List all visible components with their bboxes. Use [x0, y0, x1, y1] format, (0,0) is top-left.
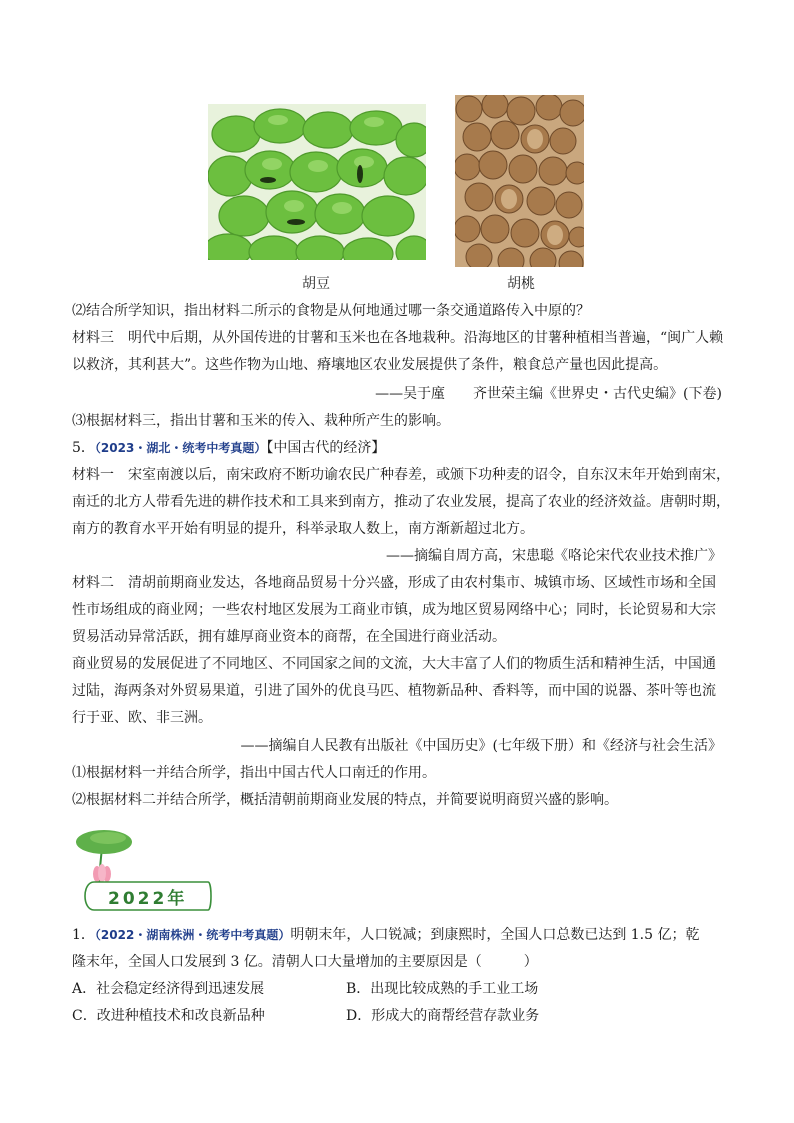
q5-material-1-source: ——摘编自周方高，宋患聪《咯论宋代农业技术推广》: [386, 548, 722, 564]
year-badge-label: 2022年: [108, 889, 188, 909]
q5-source-tag: （2023・湖北・统考中考真题）: [94, 441, 267, 455]
broad-bean-photo: [208, 104, 426, 260]
option-a: A．社会稳定经济得到迅速发展: [72, 981, 265, 997]
q5-material-1-line: 材料一 宋室南渡以后，南宋政府不断功谕农民广种春差，或颁下功种麦的诏令，自东汉末年开始到南宋，: [72, 467, 730, 483]
walnut-photo: [455, 95, 584, 267]
broad-bean-illustration: [208, 104, 426, 260]
q5-material-2-line: 过陆，海两条对外贸易果道，引进了国外的优良马匹、植物新品种、香料等，而中国的说器、茶叶等也流: [72, 683, 716, 699]
q4-material-3-source: ——吴于廑 齐世荣主编《世界史・古代史编》(下卷): [375, 386, 722, 402]
walnut-caption: 胡桃: [507, 276, 535, 292]
q4-subquestion-3: ⑶根据材料三，指出甘薯和玉米的传入、栽种所产生的影响。: [72, 413, 450, 429]
q4-material-3-line: 材料三 明代中后期，从外国传进的甘薯和玉米也在各地栽种。沿海地区的甘薯种植相当普遍，“闽广人赖: [72, 330, 724, 346]
bean-caption: 胡豆: [302, 276, 330, 292]
q5-number: 5．: [72, 440, 95, 456]
q5-heading: [72, 435, 385, 462]
q5-material-2-source: ——摘编自人民教有出版社《中国历史》(七年级下册）和《经济与社会生活》: [240, 738, 722, 754]
q4-material-3-line: 以救济，其利甚大”。这些作物为山地、瘠壤地区农业发展提供了条件，粮食总产量也因此提高。: [72, 357, 668, 373]
q5-subquestion-2: ⑵根据材料二并结合所学，概括清朝前期商业发展的特点，并简要说明商贸兴盛的影响。: [72, 792, 618, 808]
option-b: B．出现比较成熟的手工业工场: [346, 981, 539, 997]
q2022-1-line: [72, 922, 700, 949]
q5-material-2-line: 商业贸易的发展促进了不同地区、不同国家之间的文流，大大丰富了人们的物质生活和精神生活，中国通: [72, 656, 716, 672]
q2022-1-source-tag: （2022・湖南株洲・统考中考真题）: [94, 928, 291, 942]
q5-material-1-line: 南迁的北方人带看先进的耕作技术和工具来到南方，推动了农业发展，提高了农业的经济效益。唐朝时期，: [72, 494, 730, 510]
q5-material-2-line: 贸易活动异常活跃，拥有雄厚商业资本的商帮，在全国进行商业活动。: [72, 629, 506, 645]
q5-material-2-line: 性市场组成的商业网；一些农村地区发展为工商业市镇，成为地区贸易网络中心；同时，长论贸易和大宗: [72, 602, 716, 618]
q5-material-2-line: 材料二 清胡前期商业发达，各地商品贸易十分兴盛，形成了由农村集市、城镇市场、区域性市场和全国: [72, 575, 716, 591]
q2022-1-stem: 明朝末年，人口锐减；到康熙时，全国人口总数已达到 1.5 亿；乾: [290, 927, 700, 943]
option-d: D．形成大的商帮经营存款业务: [346, 1008, 540, 1024]
q5-material-2-line: 行于亚、欧、非三洲。: [72, 710, 212, 726]
option-c: C．改进种植技术和改良新品种: [72, 1008, 265, 1024]
q2022-1-number: 1．: [72, 927, 95, 943]
q4-subquestion-2: ⑵结合所学知识，指出材料二所示的食物是从何地通过哪一条交通道路传入中原的？: [72, 303, 590, 319]
year-section-badge: [72, 826, 214, 914]
q5-subquestion-1: ⑴根据材料一并结合所学，指出中国古代人口南迁的作用。: [72, 765, 436, 781]
q5-material-1-line: 南方的教育水平开始有明显的提升，科举录取人数上，南方渐新超过北方。: [72, 521, 534, 537]
q2022-1-stem-cont: 隆末年，全国人口发展到 3 亿。清朝人口大量增加的主要原因是（ ）: [72, 954, 538, 970]
walnut-illustration: [455, 95, 584, 267]
q5-topic: 【中国古代的经济】: [266, 440, 386, 456]
